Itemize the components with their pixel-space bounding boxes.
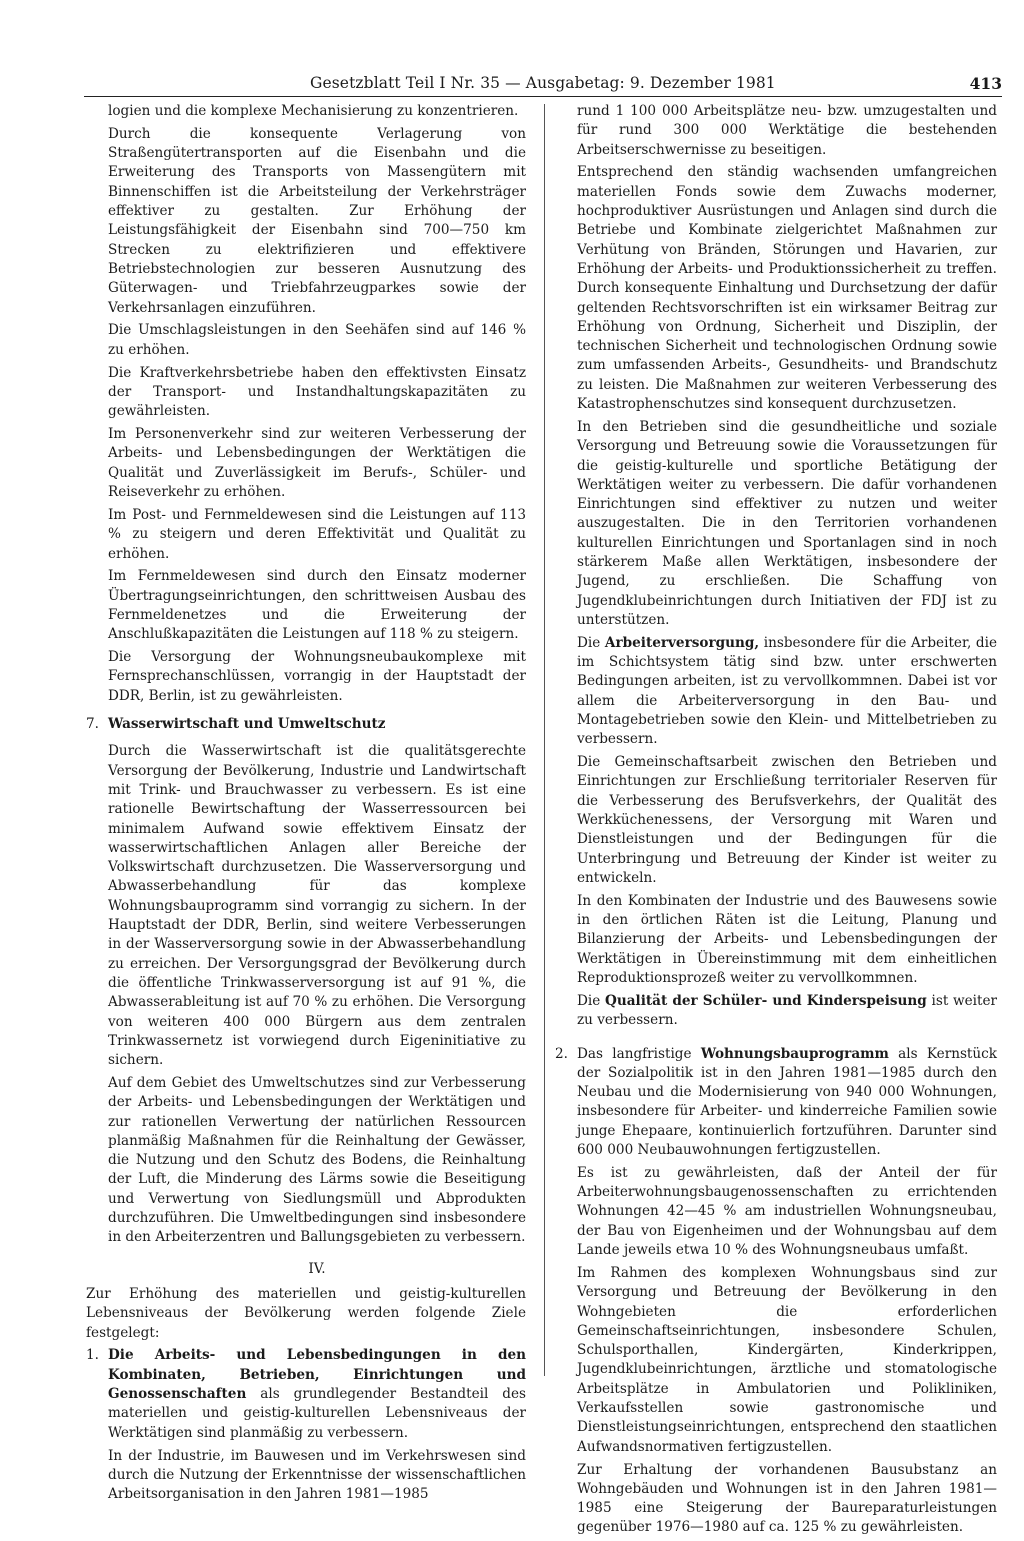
paragraph: In den Betrieben sind die gesundheitliche und soziale Versorgung und Betreuung sowie die Voraussetzungen für die geistig-kulturelle und sportliche Betätigung der Werktätigen weiter zu verbessern. Die dafür vorhandenen Einrichtungen sind effektiver zu nutzen und weiter auszugestalten. Die in den Territorien vorhandenen kulturellen Einrichtungen und Sportanlagen sind in noch stärkerem Maße allen Werktätigen, insbesondere der Jugend, zu erschließen. Die Schaffung von Jugendklubeinrichtungen durch Initiativen der FDJ ist zu unterstützen. — [577, 418, 997, 628]
text-span: Die — [577, 634, 605, 651]
section-number: 7. — [86, 716, 99, 733]
list-item-text — [577, 1045, 997, 1161]
paragraph: Zur Erhaltung der vorhandenen Bausubstanz an Wohngebäuden und Wohnungen ist in den Jahren 1981—1985 eine Steigerung der Baureparaturleistungen gegenüber 1976—1980 auf ca. 125 % zu gewährleisten. — [577, 1461, 997, 1536]
paragraph: Im Personenverkehr sind zur weiteren Verbesserung der Arbeits- und Lebensbedingungen der Werktätigen die Qualität und Zuverlässigkeit im Berufs-, Schüler- und Reiseverkehr zu erhöhen. — [108, 426, 526, 501]
bold-phrase: Arbeiterversorgung, — [604, 634, 760, 651]
paragraph: Im Rahmen des komplexen Wohnungsbaus sind zur Versorgung und Betreuung der Bevölkerung in den Wohngebieten die erforderlichen Gemeinschaftseinrichtungen, insbesondere Schulen, Schulsporthallen, Kindergärten, Kinderkrippen, Jugendklubeinrichtungen, ärztliche und stomatologische Arbeitsplätze in Ambulatorien und Polikliniken, Verkaufsstellen sowie gastronomische und Dienstleistungseinrichtungen, entsprechend den staatlichen Aufwandsnormativen fertigzustellen. — [577, 1264, 997, 1455]
text-span: als Kernstück der Sozialpolitik ist in den Jahren 1981—1985 durch den Neubau und die Modernisierung von 940 000 Wohnungen, insbesondere für Arbeiter- und kinderreiche Familien sowie junge Ehepaare, kontinuierlich fortzuführen. Darunter sind 600 000 Neubauwohnungen fertigzustellen. — [577, 1045, 997, 1158]
header-title: Gesetzblatt Teil I Nr. 35 — Ausgabetag: 9. Dezember 1981 — [310, 74, 776, 92]
page-number: 413 — [969, 74, 1002, 93]
paragraph — [577, 634, 997, 750]
intro-paragraph: Zur Erhöhung des materiellen und geistig-kulturellen Lebensniveaus der Bevölkerung werden folgende Ziele festgelegt: — [86, 1285, 526, 1341]
list-item-2 — [555, 1045, 997, 1161]
bold-phrase: Die Arbeits- und Lebensbedingungen in den Kombinaten, Betrieben, Einrichtungen und Genossenschaften — [108, 1347, 526, 1403]
list-number: 2. — [555, 1045, 568, 1062]
paragraph: Die Gemeinschaftsarbeit zwischen den Betrieben und Einrichtungen zur Erschließung territorialer Reserven für die Verbesserung des Berufsverkehrs, der Qualität des Werkküchenessens, der Versorgung mit Waren und Dienstleistungen und der Bedingungen für die Unterbringung und Betreuung der Kinder ist weiter zu entwickeln. — [577, 754, 997, 886]
section-7-heading — [86, 715, 526, 734]
list-item-1 — [86, 1346, 526, 1442]
text-span: als grundlegender Bestandteil des materiellen und geistig-kulturellen Lebensniveaus der Werktätigen sind planmäßig zu verbessern. — [108, 1386, 526, 1441]
text-span: Die — [577, 992, 605, 1009]
paragraph: In der Industrie, im Bauwesen und im Verkehrswesen sind durch die Nutzung der Erkenntnisse der wissenschaftlichen Arbeitsorganisation in den Jahren 1981—1985 — [108, 1447, 526, 1503]
paragraph: logien und die komplexe Mechanisierung zu konzentrieren. — [108, 103, 519, 119]
paragraph: Entsprechend den ständig wachsenden umfangreichen materiellen Fonds sowie dem Zuwachs moderner, hochproduktiver Ausrüstungen und Anlagen sind durch die Betriebe und Kombinate zielgerichtet Maßnahmen zur Verhütung von Bränden, Störungen und Havarien, zur Erhöhung der Arbeits- und Produktionssicherheit zu treffen. Durch konsequente Einhaltung und Durchsetzung der dafür geltenden Rechtsvorschriften ist ein wirksamer Beitrag zur Erhöhung von Ordnung, Sicherheit und Disziplin, der technischen Sicherheit und technologischen Ordnung sowie zum umfassenden Arbeits-, Gesundheits- und Brandschutz zu leisten. Die Maßnahmen zur weiteren Verbesserung des Katastrophenschutzes sind konsequent durchzusetzen. — [577, 164, 997, 413]
paragraph: rund 1 100 000 Arbeitsplätze neu- bzw. umzugestalten und für rund 300 000 Werktätige die bestehenden Arbeitserschwernisse zu beseitigen. — [577, 103, 997, 158]
list-item-text — [108, 1346, 526, 1442]
roman-heading: IV. — [308, 1260, 326, 1277]
section-title: Wasserwirtschaft und Umweltschutz — [108, 716, 386, 733]
text-span: ist weiter zu verbessern. — [577, 992, 998, 1029]
right-column — [555, 102, 998, 1541]
text-span: Das langfristige — [577, 1045, 701, 1062]
paragraph: Durch die konsequente Verlagerung von Straßengütertransporten auf die Eisenbahn und die Erweiterung des Transports von Massengütern mit Binnenschiffen ist die Arbeitsteilung der Verkehrsträger effektiver zu gestalten. Zur Erhöhung der Leistungsfähigkeit der Eisenbahn sind 700—750 km Strecken zu elektrifizieren und effektivere Betriebstechnologien zur besseren Ausnutzung des Güterwagen- und Triebfahrzeugparkes sowie der Verkehrsanlagen einzuführen. — [108, 125, 526, 316]
left-column — [86, 102, 526, 1508]
paragraph: Die Umschlagsleistungen in den Seehäfen sind auf 146 % zu erhöhen. — [108, 322, 526, 358]
bold-phrase: Wohnungsbauprogramm — [700, 1045, 889, 1062]
bold-phrase: Qualität der Schüler- und Kinderspeisung — [605, 992, 927, 1009]
list-number: 1. — [86, 1347, 99, 1364]
header-rule — [84, 96, 1002, 97]
page-header — [84, 74, 1002, 96]
paragraph: Die Kraftverkehrsbetriebe haben den effektivsten Einsatz der Transport- und Instandhaltungskapazitäten zu gewährleisten. — [108, 364, 526, 420]
paragraph: Im Post- und Fernmeldewesen sind die Leistungen auf 113 % zu steigern und deren Effektivität und Qualität zu erhöhen. — [108, 506, 526, 562]
column-divider — [544, 104, 545, 1376]
paragraph: Auf dem Gebiet des Umweltschutzes sind zur Verbesserung der Arbeits- und Lebensbedingungen der Werktätigen und zur rationellen Verwertung der natürlichen Ressourcen planmäßig Maßnahmen für die Reinhaltung der Gewässer, die Nutzung und den Schutz des Bodens, die Reinhaltung der Luft, die Minderung des Lärms sowie die Beseitigung und Verwertung von Siedlungsmüll und Abprodukten durchzuführen. Die Umweltbedingungen sind insbesondere in den Arbeiterzentren und Ballungsgebieten zu verbessern. — [108, 1075, 526, 1246]
paragraph: Es ist zu gewährleisten, daß der Anteil der für Arbeiterwohnungsbaugenossenschaften zu errichtenden Wohnungen 42—45 % am industriellen Wohnungsneubau, der Bau von Eigenheimen und der Wohnungsbau auf dem Lande jeweils etwa 10 % des Wohnungsneubaus umfaßt. — [577, 1164, 997, 1259]
paragraph — [577, 992, 997, 1031]
paragraph: Im Fernmeldewesen sind durch den Einsatz moderner Übertragungseinrichtungen, den schrittweisen Ausbau des Fernmeldenetzes und die Erweiterung der Anschlußkapazitäten die Leistungen auf 118 % zu steigern. — [108, 568, 526, 643]
text-span: insbesondere für die Arbeiter, die im Schichtsystem tätig sind bzw. unter erschwerten Bedingungen arbeiten, ist zu vervollkommnen. Dabei ist vor allem die Arbeiterversorgung in den Bau- und Montagebetrieben sowie den Klein- und Mittelbetrieben zu verbessern. — [577, 634, 997, 748]
paragraph: Durch die Wasserwirtschaft ist die qualitätsgerechte Versorgung der Bevölkerung, Industrie und Landwirtschaft mit Trink- und Brauchwasser zu verbessern. Es ist eine rationelle Bewirtschaftung der Wasserressourcen bei minimalem Aufwand sowie effektivem Einsatz der wasserwirtschaftlichen Anlagen aller Bereiche der Volkswirtschaft durchzusetzen. Die Wasserversorgung und Abwasserbehandlung für das komplexe Wohnungsbauprogramm sind vorrangig zu sichern. In der Hauptstadt der DDR, Berlin, sind weitere Verbesserungen in der Wasserversorgung sowie in der Abwasserbehandlung zu erreichen. Der Versorgungsgrad der Bevölkerung durch die öffentliche Trinkwasserversorgung ist auf 91 %, die Abwasserableitung ist auf 70 % zu erhöhen. Die Versorgung von weiteren 400 000 Bürgern aus dem zentralen Trinkwassernetz ist vorwiegend durch Eigeninitiative zu sichern. — [108, 743, 526, 1069]
paragraph: Die Versorgung der Wohnungsneubaukomplexe mit Fernsprechanschlüssen, vorrangig in der Hauptstadt der DDR, Berlin, ist zu gewährleisten. — [108, 649, 526, 704]
paragraph: In den Kombinaten der Industrie und des Bauwesens sowie in den örtlichen Räten ist die Leitung, Planung und Bilanzierung der Arbeits- und Lebensbedingungen der Werktätigen in Übereinstimmung mit dem einheitlichen Reproduktionsprozeß weiter zu vervollkommnen. — [577, 892, 997, 987]
